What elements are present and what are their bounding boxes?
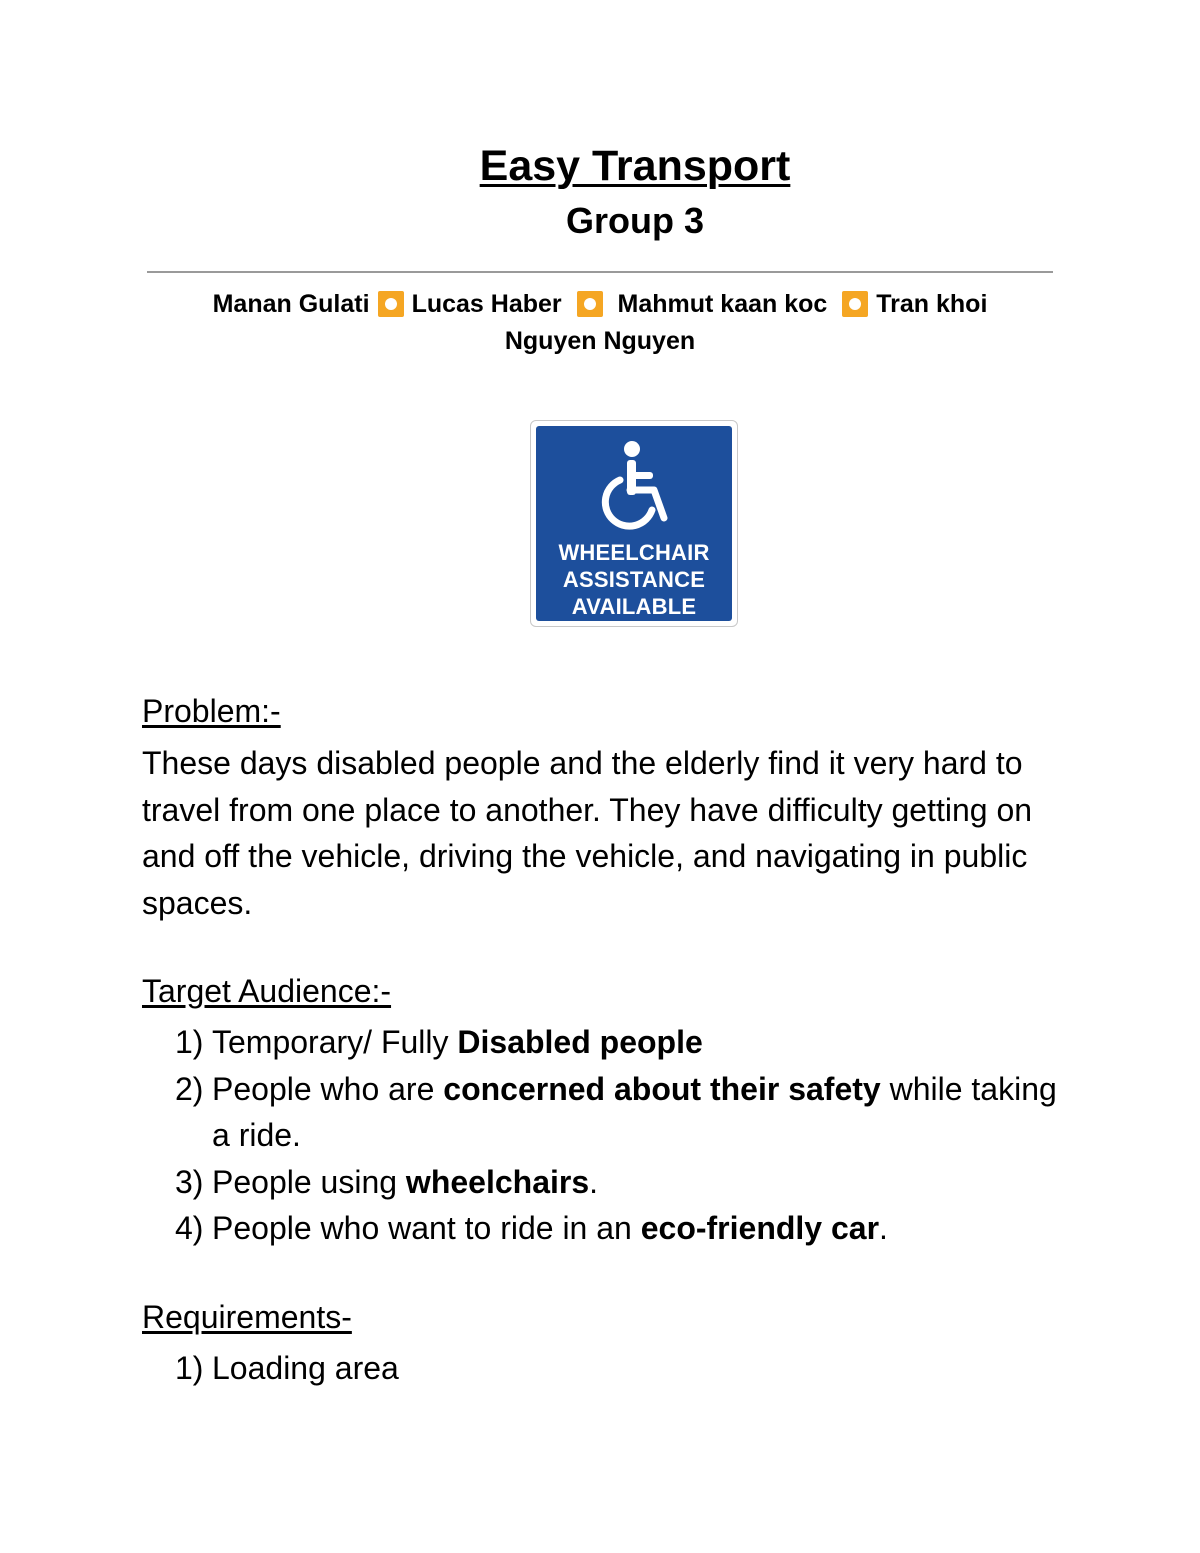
sign-line: WHEELCHAIR bbox=[558, 540, 710, 565]
list-number: 4) bbox=[175, 1210, 204, 1246]
author-name: Manan Gulati bbox=[212, 290, 370, 318]
author-name: Lucas Haber bbox=[411, 290, 562, 318]
list-bold-text: concerned about their safety bbox=[443, 1070, 881, 1107]
author-list bbox=[148, 286, 1052, 360]
sign-line: AVAILABLE bbox=[571, 594, 697, 619]
list-item bbox=[175, 1345, 1075, 1392]
document-subtitle: Group 3 bbox=[565, 200, 704, 241]
list-text: People who are bbox=[212, 1070, 444, 1107]
list-text: Temporary/ Fully bbox=[212, 1024, 458, 1060]
wheelchair-icon bbox=[594, 440, 676, 532]
requirements-list bbox=[175, 1345, 1075, 1392]
list-item bbox=[175, 1159, 1075, 1206]
list-text: Loading area bbox=[212, 1350, 399, 1386]
list-text: . bbox=[589, 1163, 599, 1200]
wheelchair-sign bbox=[536, 426, 732, 621]
list-text: People using bbox=[212, 1163, 406, 1200]
list-number: 2) bbox=[175, 1070, 204, 1107]
document-title: Easy Transport bbox=[479, 142, 791, 190]
list-bold-text: wheelchairs bbox=[405, 1163, 590, 1200]
list-item bbox=[175, 1205, 1075, 1252]
sign-text bbox=[536, 539, 732, 620]
orange-bullet-icon bbox=[577, 291, 603, 317]
target-audience-heading: Target Audience:- bbox=[142, 973, 392, 1009]
list-number: 1) bbox=[175, 1024, 204, 1060]
list-item bbox=[175, 1019, 1075, 1066]
problem-text: These days disabled people and the elderly find it very hard to travel from one place to another. They have difficulty getting on and off the vehicle, driving the vehicle, and navigating in public spaces. bbox=[142, 745, 1033, 921]
target-audience-list bbox=[175, 1019, 1075, 1252]
orange-bullet-icon bbox=[842, 291, 868, 317]
list-number: 1) bbox=[175, 1350, 204, 1386]
list-item bbox=[175, 1066, 1075, 1159]
list-text: . bbox=[879, 1210, 888, 1246]
list-text: People who want to ride in an bbox=[212, 1210, 641, 1246]
list-number: 3) bbox=[175, 1163, 204, 1200]
horizontal-divider bbox=[147, 271, 1053, 273]
problem-heading: Problem:- bbox=[142, 693, 281, 729]
sign-line: ASSISTANCE bbox=[562, 567, 706, 592]
orange-bullet-icon bbox=[378, 291, 404, 317]
requirements-heading: Requirements- bbox=[142, 1299, 352, 1335]
author-name: Mahmut kaan koc bbox=[617, 290, 828, 318]
list-bold-text: eco-friendly car bbox=[640, 1210, 880, 1246]
list-bold-text: Disabled people bbox=[457, 1024, 703, 1060]
author-name: Nguyen Nguyen bbox=[504, 327, 696, 355]
list-text: while taking a ride. bbox=[212, 1070, 1057, 1153]
wheelchair-sign-image bbox=[530, 420, 738, 627]
author-name: Tran khoi bbox=[876, 290, 988, 318]
